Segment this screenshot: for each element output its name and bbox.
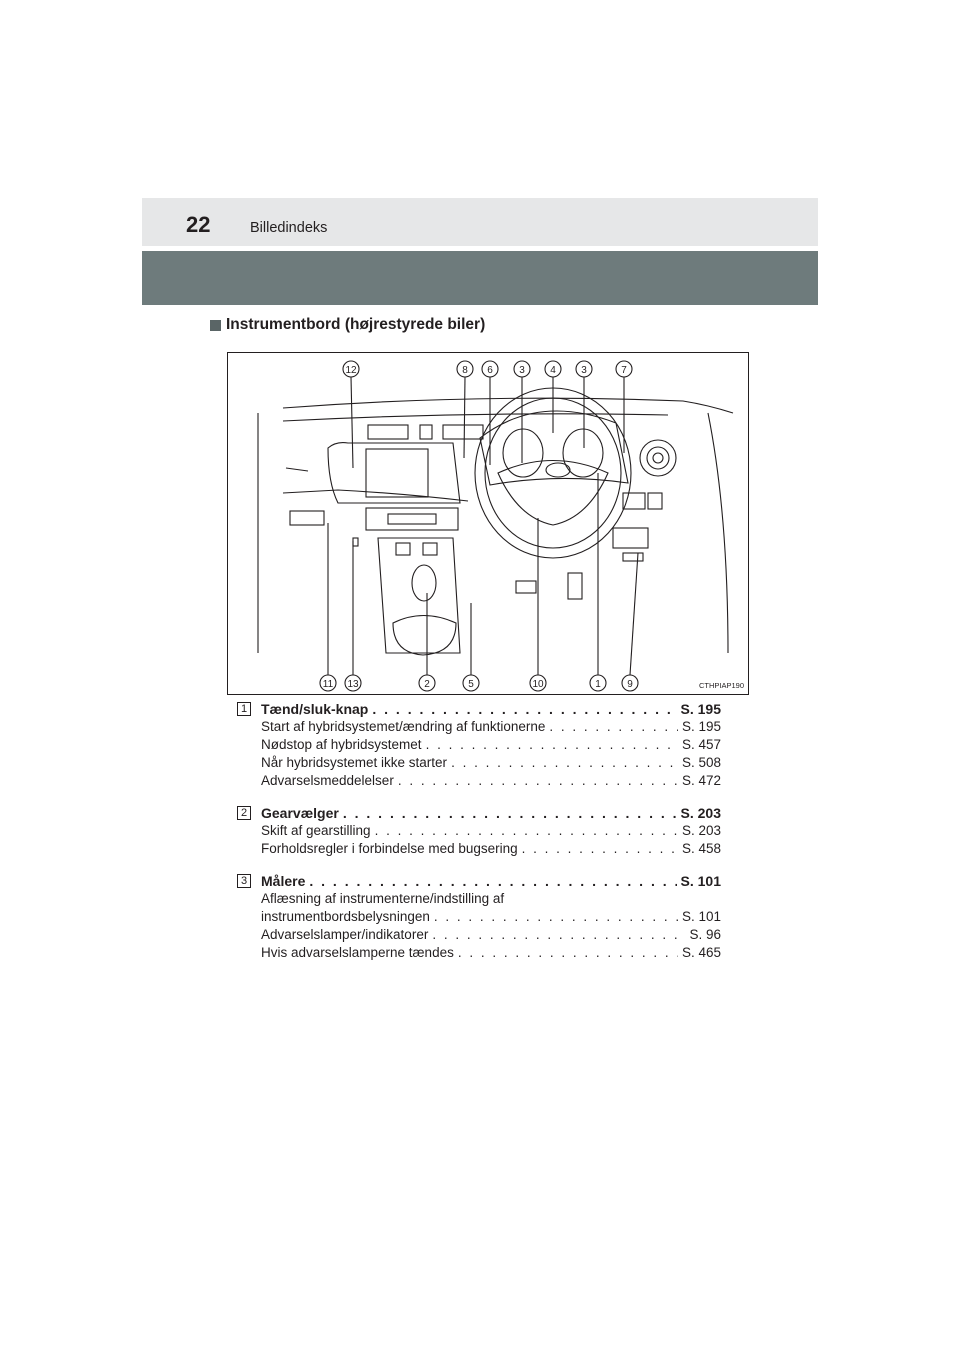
- sub-entry[interactable]: [261, 944, 721, 962]
- dashboard-illustration: [227, 352, 749, 695]
- callout-number: 8: [462, 365, 468, 376]
- page-ref: S. 195: [680, 701, 721, 717]
- callout-top: [457, 361, 473, 458]
- page-ref: S. 472: [681, 773, 721, 788]
- callout-bottom: [345, 541, 361, 691]
- entry-title-line[interactable]: [261, 872, 721, 890]
- callout-top: [514, 361, 530, 463]
- page-ref: S. 101: [681, 909, 721, 924]
- callout-number: 1: [595, 679, 601, 690]
- entry-title: Gearvælger: [261, 805, 339, 821]
- entry-number-badge: 2: [237, 806, 251, 820]
- callout-bottom: [530, 518, 546, 691]
- entry-number-badge: 1: [237, 702, 251, 716]
- page-number: 22: [186, 212, 211, 237]
- callout-top: [545, 361, 561, 433]
- page-ref: S. 101: [680, 873, 721, 889]
- subheading-text: Instrumentbord (højrestyrede biler): [226, 316, 486, 333]
- dot-leader: [375, 822, 678, 840]
- page-ref: S. 508: [681, 755, 721, 770]
- sub-entry-text: Advarselsmeddelelser: [261, 773, 394, 788]
- callout-top: [482, 361, 498, 465]
- sub-entry[interactable]: [261, 772, 721, 790]
- dot-leader: [549, 718, 678, 736]
- page-ref: S. 457: [681, 737, 721, 752]
- entry-number-badge: 3: [237, 874, 251, 888]
- page-ref: S. 203: [681, 823, 721, 838]
- callout-bottom: [590, 473, 606, 691]
- sub-entry[interactable]: [261, 926, 721, 944]
- dot-leader: [432, 926, 685, 944]
- sub-entry[interactable]: [261, 908, 721, 926]
- callout-top: [616, 361, 632, 453]
- sub-entry-text: Aflæsning af instrumenterne/indstilling af: [261, 891, 505, 906]
- square-bullet-icon: [210, 320, 221, 331]
- dot-leader: [451, 754, 678, 772]
- page-ref: S. 195: [681, 719, 721, 734]
- callout-bottom: [320, 523, 336, 691]
- sub-entry[interactable]: [261, 736, 721, 754]
- index-entry: [237, 700, 721, 790]
- dot-leader: [398, 772, 678, 790]
- callout-top: [576, 361, 592, 448]
- sub-entry-text: Skift af gearstilling: [261, 823, 371, 838]
- callout-number: 12: [345, 365, 357, 376]
- callout-number: 9: [627, 679, 633, 690]
- page-ref: S. 203: [680, 805, 721, 821]
- callout-leader: [351, 377, 353, 468]
- callout-number: 13: [347, 679, 359, 690]
- sub-entry-text: Advarselslamper/indikatorer: [261, 927, 429, 942]
- entry-title-line[interactable]: [261, 700, 721, 718]
- dot-leader: [343, 804, 677, 822]
- index-entry: [237, 804, 721, 858]
- sub-entry-text: Forholdsregler i forbindelse med bugsering: [261, 841, 518, 856]
- header-bar: [142, 198, 818, 246]
- callout-number: 3: [581, 365, 587, 376]
- dot-leader: [309, 872, 676, 890]
- callout-number: 4: [550, 365, 556, 376]
- callout-bottom: [419, 593, 435, 691]
- callout-number: 11: [322, 679, 334, 690]
- callout-number: 5: [468, 679, 474, 690]
- sub-entry-text: Start af hybridsystemet/ændring af funktionerne: [261, 719, 546, 734]
- dashboard-drawing: [228, 353, 750, 696]
- entry-title: Målere: [261, 873, 306, 889]
- callout-number: 10: [532, 679, 544, 690]
- callout-number: 6: [487, 365, 493, 376]
- dot-leader: [426, 736, 678, 754]
- sub-entry[interactable]: [261, 754, 721, 772]
- sub-entry[interactable]: [261, 718, 721, 736]
- callout-leader: [464, 377, 465, 458]
- sub-entry-text: Hvis advarselslamperne tændes: [261, 945, 454, 960]
- callout-bottom: [463, 603, 479, 691]
- dot-leader: [522, 840, 678, 858]
- page-ref: S. 458: [681, 841, 721, 856]
- subheading: [210, 316, 485, 334]
- section-title: Billedindeks: [250, 220, 328, 236]
- chapter-band: [142, 251, 818, 305]
- sub-entry-text: instrumentbordsbelysningen: [261, 909, 430, 924]
- dot-leader: [372, 700, 676, 718]
- dot-leader: [434, 908, 678, 926]
- page-ref: S. 96: [689, 927, 721, 942]
- sub-entry-text: Når hybridsystemet ikke starter: [261, 755, 448, 770]
- callout-number: 2: [424, 679, 430, 690]
- index-entry: [237, 872, 721, 962]
- page-ref: S. 465: [681, 945, 721, 960]
- sub-entry[interactable]: [261, 822, 721, 840]
- callout-number: 7: [621, 365, 627, 376]
- dot-leader: [458, 944, 678, 962]
- figure-code: CTHPIAP190: [698, 681, 744, 690]
- callout-top: [343, 361, 359, 468]
- entry-title-line[interactable]: [261, 804, 721, 822]
- sub-entry-prefix: [261, 890, 721, 908]
- entry-title: Tænd/sluk-knap: [261, 701, 369, 717]
- sub-entry-text: Nødstop af hybridsystemet: [261, 737, 422, 752]
- sub-entry[interactable]: [261, 840, 721, 858]
- callout-number: 3: [519, 365, 525, 376]
- index-entries: [237, 700, 721, 976]
- callout-leader: [630, 553, 638, 675]
- callout-bottom: [622, 553, 638, 691]
